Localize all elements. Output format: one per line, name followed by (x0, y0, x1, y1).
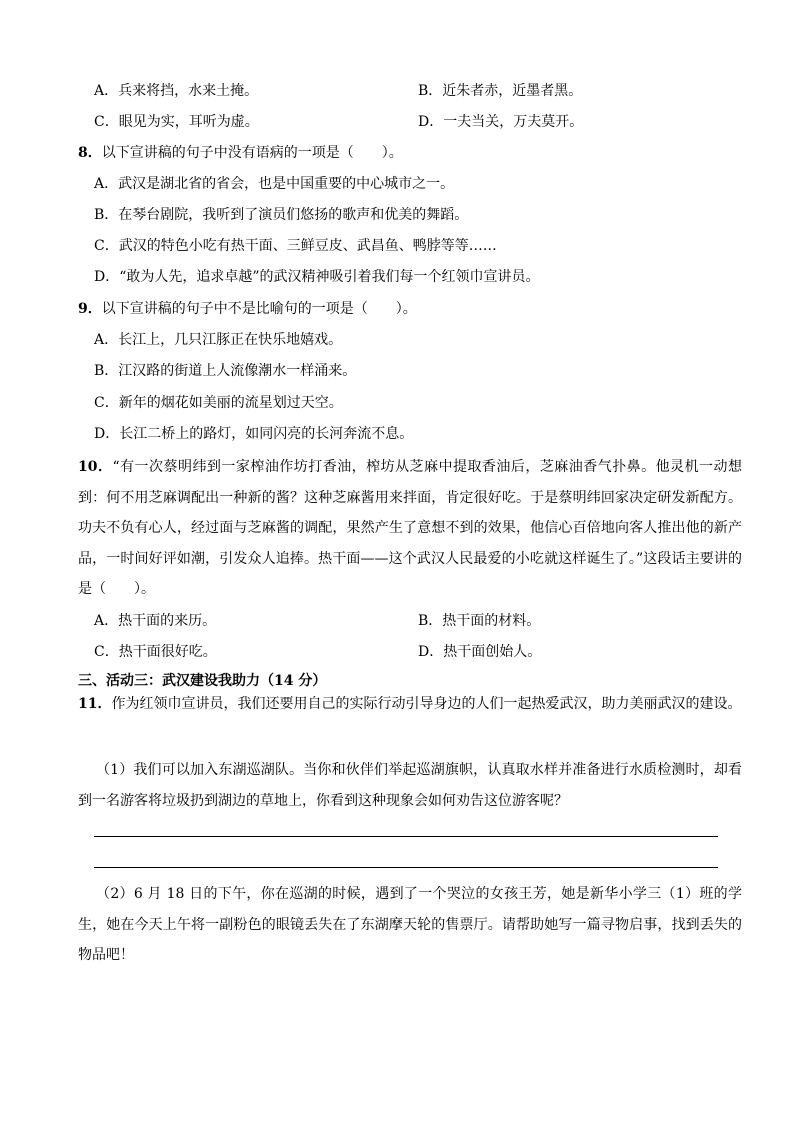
q11-sub2-text: （2）6 月 18 日的下午，你在巡湖的时候，遇到了一个哭泣的女孩王芳，她是新华小学三（1）班的学生，她在今天上午将一副粉色的眼镜丢失在了东湖摩天轮的售票厅。请帮助她写一篇寻物启事，找到丢失的物品吧！ (78, 886, 742, 963)
section-3-title: 三、活动三：武汉建设我助力（14 分） (78, 673, 327, 689)
q9-number: 9． (78, 301, 102, 317)
q8-option-a-row (0, 173, 794, 195)
q9-option-d: D．长江二桥上的路灯，如同闪亮的长河奔流不息。 (94, 426, 414, 442)
q9-option-c-row (0, 392, 794, 414)
q11-number: 11． (78, 696, 112, 712)
answer-line-1[interactable] (94, 836, 718, 837)
q9-option-d-row (0, 423, 794, 445)
q10-options-row-2 (0, 641, 794, 663)
q8-option-b: B．在琴台剧院，我听到了演员们悠扬的歌声和优美的舞蹈。 (94, 207, 469, 223)
q9-option-b: B．江汉路的街道上人流像潮水一样涌来。 (94, 363, 357, 379)
q7-options-row-2 (0, 111, 794, 133)
q8-option-d: D．“敢为人先，追求卓越”的武汉精神吸引着我们每一个红领巾宣讲员。 (94, 269, 540, 285)
q7-option-d: D．一夫当关，万夫莫开。 (418, 114, 584, 130)
q8-stem (0, 142, 794, 164)
q10-option-a: A．热干面的来历。 (94, 613, 217, 629)
q9-option-b-row (0, 360, 794, 382)
q9-option-a-row (0, 329, 794, 351)
q10-options-row-1 (0, 610, 794, 632)
q11-stem (78, 689, 742, 720)
q10-stem (78, 452, 742, 605)
q7-options-row-1 (0, 80, 794, 102)
q11-sub1 (78, 755, 742, 816)
q10-stem-text: “有一次蔡明纬到一家榨油作坊打香油，榨坊从芝麻中提取香油后，芝麻油香气扑鼻。他灵机一动想到：何不用芝麻调配出一种新的酱？这种芝麻酱用来拌面，肯定很好吃。于是蔡明纬回家决定研发新配方。功夫不负有心人，经过面与芝麻酱的调配，果然产生了意想不到的效果，他信心百倍地向客人推出他的新产品，一时间好评如潮，引发众人追捧。热干面——这个武汉人民最爱的小吃就这样诞生了。”这段话主要讲的是（ ）。 (78, 459, 743, 597)
q8-number: 8． (78, 145, 102, 161)
q9-option-c: C．新年的烟花如美丽的流星划过天空。 (94, 395, 343, 411)
q11-sub2 (78, 879, 742, 971)
q10-option-b: B．热干面的材料。 (418, 613, 541, 629)
q8-option-c-row (0, 235, 794, 257)
q7-option-c: C．眼见为实，耳听为虚。 (94, 114, 259, 130)
q8-option-a: A．武汉是湖北省的省会，也是中国重要的中心城市之一。 (94, 176, 455, 192)
q9-option-a: A．长江上，几只江豚正在快乐地嬉戏。 (94, 332, 343, 348)
q8-stem-text: 以下宣讲稿的句子中没有语病的一项是（ ）。 (101, 145, 403, 161)
q10-number: 10． (78, 459, 113, 475)
q8-option-d-row (0, 266, 794, 288)
q9-stem (0, 298, 794, 320)
q10-option-c: C．热干面很好吃。 (94, 644, 217, 660)
q11-sub1-text: （1）我们可以加入东湖巡湖队。当你和伙伴们举起巡湖旗帜，认真取水样并准备进行水质检测时，却看到一名游客将垃圾扔到湖边的草地上，你看到这种现象会如何劝告这位游客呢？ (78, 762, 742, 809)
answer-line-2[interactable] (94, 867, 718, 868)
q11-stem-text: 作为红领巾宣讲员，我们还要用自己的实际行动引导身边的人们一起热爱武汉，助力美丽武汉的建设。 (111, 696, 742, 712)
q9-stem-text: 以下宣讲稿的句子中不是比喻句的一项是（ ）。 (101, 301, 417, 317)
q10-option-d: D．热干面创始人。 (418, 644, 542, 660)
q7-option-b: B．近朱者赤，近墨者黑。 (418, 83, 583, 99)
q8-option-c: C．武汉的特色小吃有热干面、三鲜豆皮、武昌鱼、鸭脖等等…… (94, 238, 497, 254)
q8-option-b-row (0, 204, 794, 226)
q7-option-a: A．兵来将挡，水来土掩。 (94, 83, 259, 99)
